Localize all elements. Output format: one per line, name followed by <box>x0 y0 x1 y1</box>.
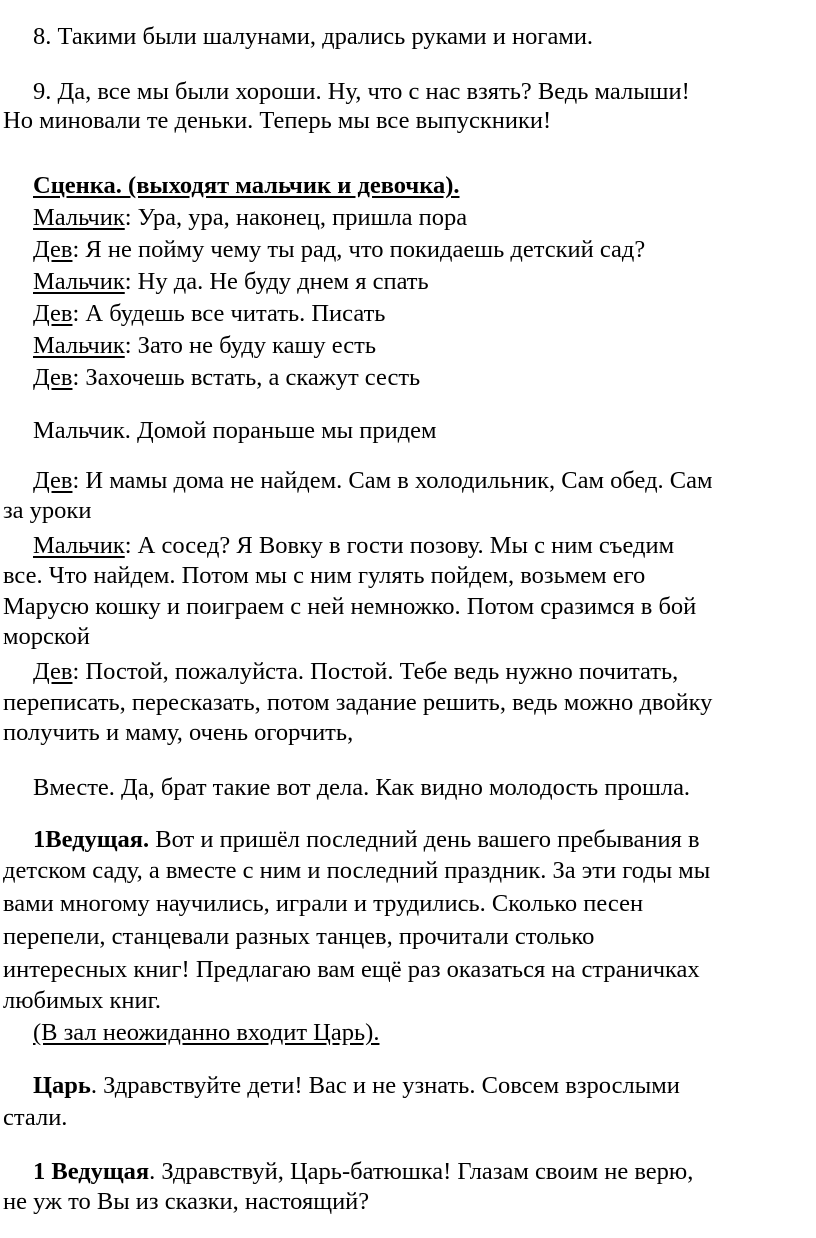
host1-2: детском саду, а вместе с ним и последний праздник. За эти годы мы <box>3 857 711 884</box>
dialogue-text: : И мамы дома не найдем. Сам в холодильник, Сам обед. Сам <box>72 467 713 494</box>
dialogue-line-1 <box>33 203 467 233</box>
scene-title: Сценка. (выходят мальчик и девочка). <box>33 172 460 199</box>
host1-6: любимых книг. <box>3 987 161 1014</box>
speaker-girl: Дев <box>33 467 73 494</box>
speaker-boy: Мальчик <box>33 268 125 295</box>
speaker-host: 1 Ведущая <box>33 1158 150 1185</box>
line-boy-home: Мальчик. Домой пораньше мы придем <box>33 417 437 444</box>
girl-mom-2: за уроки <box>3 497 92 524</box>
king-text: . Здравствуйте дети! Вас и не узнать. Совсем взрослыми <box>90 1072 680 1099</box>
girl-wait-3: получить и маму, очень огорчить, <box>3 719 354 746</box>
speaker-king: Царь <box>33 1072 91 1099</box>
dialogue-text: : Ну да. Не буду днем я спать <box>124 268 429 295</box>
line-p9-1: 9. Да, все мы были хороши. Ну, что с нас взять? Ведь малыши! <box>33 78 690 105</box>
line-together: Вместе. Да, брат такие вот дела. Как видно молодость прошла. <box>33 774 691 801</box>
line-p8: 8. Такими были шалунами, дрались руками и ногами. <box>33 23 594 50</box>
girl-wait-2: переписать, пересказать, потом задание решить, ведь можно двойку <box>3 689 713 716</box>
speaker-boy: Мальчик <box>33 332 125 359</box>
speaker-boy: Мальчик <box>33 532 125 559</box>
dialogue-text: : Ура, ура, наконец, пришла пора <box>124 204 468 231</box>
speaker-girl: Дев <box>33 236 73 263</box>
dialogue-line-2 <box>33 235 645 265</box>
speaker-girl: Дев <box>33 300 73 327</box>
host-text: . Здравствуй, Царь-батюшка! Глазам своим не верю, <box>149 1158 694 1185</box>
speaker-girl: Дев <box>33 364 73 391</box>
dialogue-text: : А сосед? Я Вовку в гости позову. Мы с ним съедим <box>124 532 675 559</box>
host-text: Вот и пришёл последний день вашего пребывания в <box>149 826 700 853</box>
host1-3: вами многому научились, играли и трудились. Сколько песен <box>3 890 644 917</box>
host1-4: перепели, станцевали разных танцев, прочитали столько <box>3 923 595 950</box>
dialogue-text: : Захочешь встать, а скажут сесть <box>72 364 421 391</box>
dialogue-text: : Постой, пожалуйста. Постой. Тебе ведь нужно почитать, <box>72 658 679 685</box>
girl-mom-1 <box>33 466 713 496</box>
dialogue-text: : А будешь все читать. Писать <box>72 300 386 327</box>
dialogue-line-3 <box>33 267 429 297</box>
host1-1 <box>33 825 700 855</box>
host2-2: не уж то Вы из сказки, настоящий? <box>3 1188 370 1215</box>
dialogue-line-6 <box>33 363 420 393</box>
dialogue-line-4 <box>33 299 385 329</box>
line-p9-2: Но миновали те деньки. Теперь мы все выпускники! <box>3 107 552 134</box>
boy-neighbor-1 <box>33 531 674 561</box>
stage-direction-king: (В зал неожиданно входит Царь). <box>33 1019 380 1046</box>
boy-neighbor-4: морской <box>3 623 90 650</box>
boy-neighbor-2: все. Что найдем. Потом мы с ним гулять пойдем, возьмем его <box>3 562 646 589</box>
king-1 <box>33 1071 680 1101</box>
host1-5: интересных книг! Предлагаю вам ещё раз оказаться на страничках <box>3 956 700 983</box>
speaker-girl: Дев <box>33 658 73 685</box>
girl-wait-1 <box>33 657 678 687</box>
dialogue-line-5 <box>33 331 376 361</box>
dialogue-text: : Я не пойму чему ты рад, что покидаешь детский сад? <box>72 236 646 263</box>
king-2: стали. <box>3 1104 68 1131</box>
speaker-host: 1Ведущая. <box>33 826 150 853</box>
dialogue-text: : Зато не буду кашу есть <box>124 332 377 359</box>
speaker-boy: Мальчик <box>33 204 125 231</box>
host2-1 <box>33 1157 693 1187</box>
boy-neighbor-3: Марусю кошку и поиграем с ней немножко. Потом сразимся в бой <box>3 593 697 620</box>
